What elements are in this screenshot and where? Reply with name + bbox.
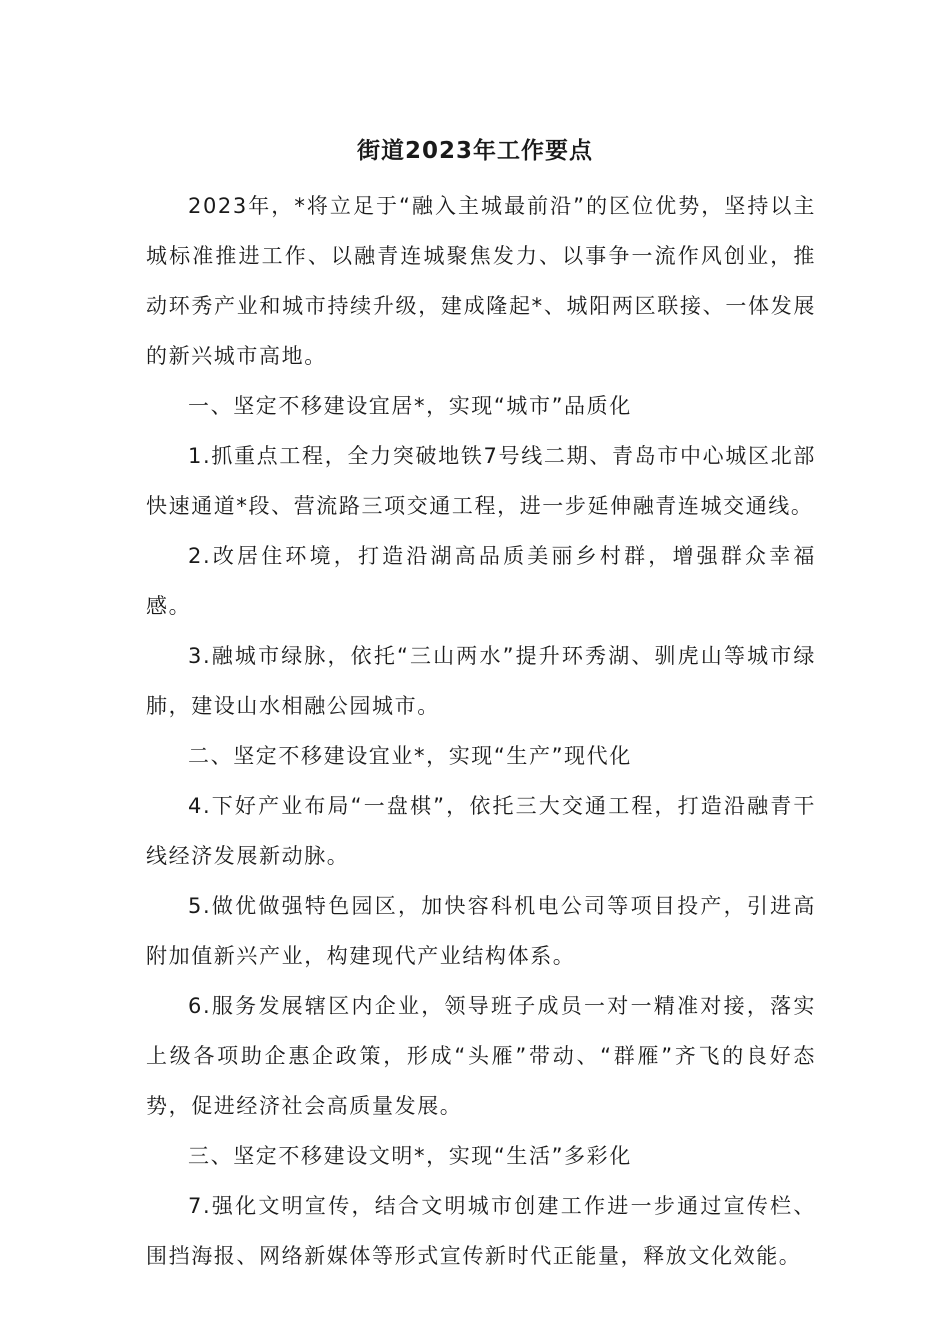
document-body [146,181,816,1281]
section-2-heading: 二、坚定不移建设宜业*，实现“生产”现代化 [188,744,632,768]
section-3-heading: 三、坚定不移建设文明*，实现“生活”多彩化 [188,1144,632,1168]
section-2-item-6: 6.服务发展辖区内企业，领导班子成员一对一精准对接，落实上级各项助企惠企政策，形成“头雁”带动、“群雁”齐飞的良好态势，促进经济社会高质量发展。 [146,994,816,1118]
section-1-item-3: 3.融城市绿脉，依托“三山两水”提升环秀湖、驯虎山等城市绿肺，建设山水相融公园城市。 [146,644,816,718]
intro-paragraph: 2023年，*将立足于“融入主城最前沿”的区位优势，坚持以主城标准推进工作、以融青连城聚焦发力、以事争一流作风创业，推动环秀产业和城市持续升级，建成隆起*、城阳两区联接、一体发展的新兴城市高地。 [146,194,816,368]
section-1-item-2: 2.改居住环境，打造沿湖高品质美丽乡村群，增强群众幸福感。 [146,544,816,618]
section-2-item-5: 5.做优做强特色园区，加快容科机电公司等项目投产，引进高附加值新兴产业，构建现代产业结构体系。 [146,894,816,968]
section-1-heading: 一、坚定不移建设宜居*，实现“城市”品质化 [188,394,632,418]
section-2-item-4: 4.下好产业布局“一盘棋”，依托三大交通工程，打造沿融青干线经济发展新动脉。 [146,794,816,868]
section-1-item-1: 1.抓重点工程，全力突破地铁7号线二期、青岛市中心城区北部快速通道*段、营流路三项交通工程，进一步延伸融青连城交通线。 [146,444,816,518]
document-title: 街道2023年工作要点 [356,138,593,164]
section-3-item-7: 7.强化文明宣传，结合文明城市创建工作进一步通过宣传栏、围挡海报、网络新媒体等形式宣传新时代正能量，释放文化效能。 [146,1194,816,1268]
